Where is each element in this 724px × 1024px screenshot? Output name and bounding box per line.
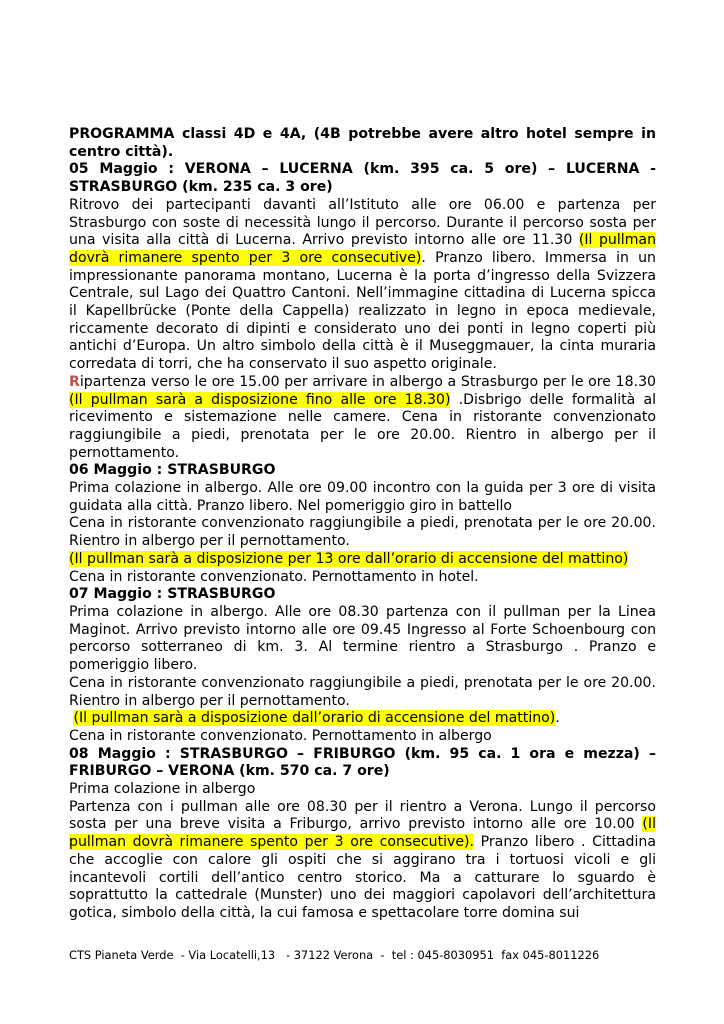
day1-text-2: ipartenza verso le ore 15.00 per arrivare in albergo a Strasburgo per le ore 18.30 xyxy=(79,373,656,390)
day2-paragraph-1: Prima colazione in albergo. Alle ore 09.00 incontro con la guida per 3 ore di visita guidata alla città. Pranzo libero. Nel pomeriggio giro in battello xyxy=(69,480,656,514)
day4-text-rest: Pranzo libero . Cittadina che accoglie con calore gli ospiti che si aggirano tra i tortuosi vicoli e gli incantevoli cortili dell’antico centro storico. Ma a catturare lo sguardo è soprattutto la cattedrale (Munster) uno dei maggiori capolavori dell’architettura gotica, simbolo della città, la cui famosa e spettacolare torre domina sui xyxy=(69,834,656,921)
day4-paragraph-1: Prima colazione in albergo xyxy=(69,781,256,798)
day2-highlight-line xyxy=(69,551,656,569)
day1-initial: R xyxy=(69,373,80,390)
day2-paragraph-2: Cena in ristorante convenzionato raggiungibile a piedi, prenotata per le ore 20.00. Rientro in albergo per il pernottamento. xyxy=(69,515,656,550)
day1-bus-note: (Il pullman dovrà rimanere spento per 3 ore consecutive) xyxy=(69,232,656,266)
day3-highlight-line xyxy=(69,710,656,728)
day1-paragraph-1 xyxy=(69,197,656,374)
program-heading: PROGRAMMA classi 4D e 4A, (4B potrebbe avere altro hotel sempre in centro città). xyxy=(69,126,656,160)
day3-bus-note: (Il pullman sarà a disposizione dall’orario di accensione del mattino) xyxy=(73,710,556,727)
day1-title: 05 Maggio : VERONA – LUCERNA (km. 395 ca. 5 ore) – LUCERNA - STRASBURGO (km. 235 ca. 3 ore) xyxy=(69,161,656,196)
day2-title: 06 Maggio : STRASBURGO xyxy=(69,462,276,479)
day4-title: 08 Maggio : STRASBURGO – FRIBURGO (km. 95 ca. 1 ora e mezza) – FRIBURGO – VERONA (km. 570 ca. 7 ore) xyxy=(69,745,656,780)
day4-bus-note: (Il pullman dovrà rimanere spento per 3 ore consecutive). xyxy=(69,816,656,851)
document-body xyxy=(69,126,656,923)
day4-paragraph-2 xyxy=(69,799,656,923)
day3-paragraph-3: Cena in ristorante convenzionato. Pernottamento in albergo xyxy=(69,727,492,744)
page-footer: CTS Pianeta Verde - Via Locatelli,13 - 37122 Verona - tel : 045-8030951 fax 045-8011226 xyxy=(69,948,600,962)
day3-title: 07 Maggio : STRASBURGO xyxy=(69,586,276,603)
day4-text: Partenza con i pullman alle ore 08.30 per il rientro a Verona. Lungo il percorso sosta per una breve visita a Friburgo, arrivo previsto intorno alle ore 10.00 xyxy=(69,798,656,833)
day3-paragraph-2: Cena in ristorante convenzionato raggiungibile a piedi, prenotata per le ore 20.00. Rientro in albergo per il pernottamento. xyxy=(69,674,656,709)
day1-text-2-rest: .Disbrigo delle formalità al ricevimento e sistemazione nelle camere. Cena in ristorante convenzionato raggiungibile a piedi, prenotata per le ore 20.00. Rientro in albergo per il pernottamento. xyxy=(69,391,657,461)
day1-text: Ritrovo dei partecipanti davanti all’Istituto alle ore 06.00 e partenza per Strasburgo con soste di necessità lungo il percorso. Durante il percorso sosta per una visita alla città di Lucerna. Arrivo previsto intorno alle ore 11.30 xyxy=(69,196,656,249)
day3-highlight-period: . xyxy=(555,710,560,727)
day3-paragraph-1: Prima colazione in albergo. Alle ore 08.30 partenza con il pullman per la Linea Maginot. Arrivo previsto intorno alle ore 09.45 Ingresso al Forte Schoenbourg con percorso sotterraneo di km. 3. Al termine rientro a Strasburgo . Pranzo e pomeriggio libero. xyxy=(69,603,656,674)
day1-paragraph-2 xyxy=(69,374,656,463)
day1-text-rest: . Pranzo libero. Immersa in un impressionante panorama montano, Lucerna è la porta d’ingresso della Svizzera Centrale, sul Lago dei Quattro Cantoni. Nell’immagine cittadina di Lucerna spicca il Kapellbrücke (Ponte della Cappella) realizzato in legno in epoca medievale, riccamente decorato di dipinti e considerato uno dei ponti in legno coperti più antichi d’Europa. Un altro simbolo della città è il Museggmauer, la cinta muraria corredata di torri, che ha conservato il suo aspetto originale. xyxy=(69,249,656,373)
day1-bus-note-2: (Il pullman sarà a disposizione fino alle ore 18.30) xyxy=(69,391,451,408)
day2-bus-note: (Il pullman sarà a disposizione per 13 ore dall’orario di accensione del mattino) xyxy=(69,550,629,567)
day2-paragraph-3: Cena in ristorante convenzionato. Pernottamento in hotel. xyxy=(69,568,479,585)
